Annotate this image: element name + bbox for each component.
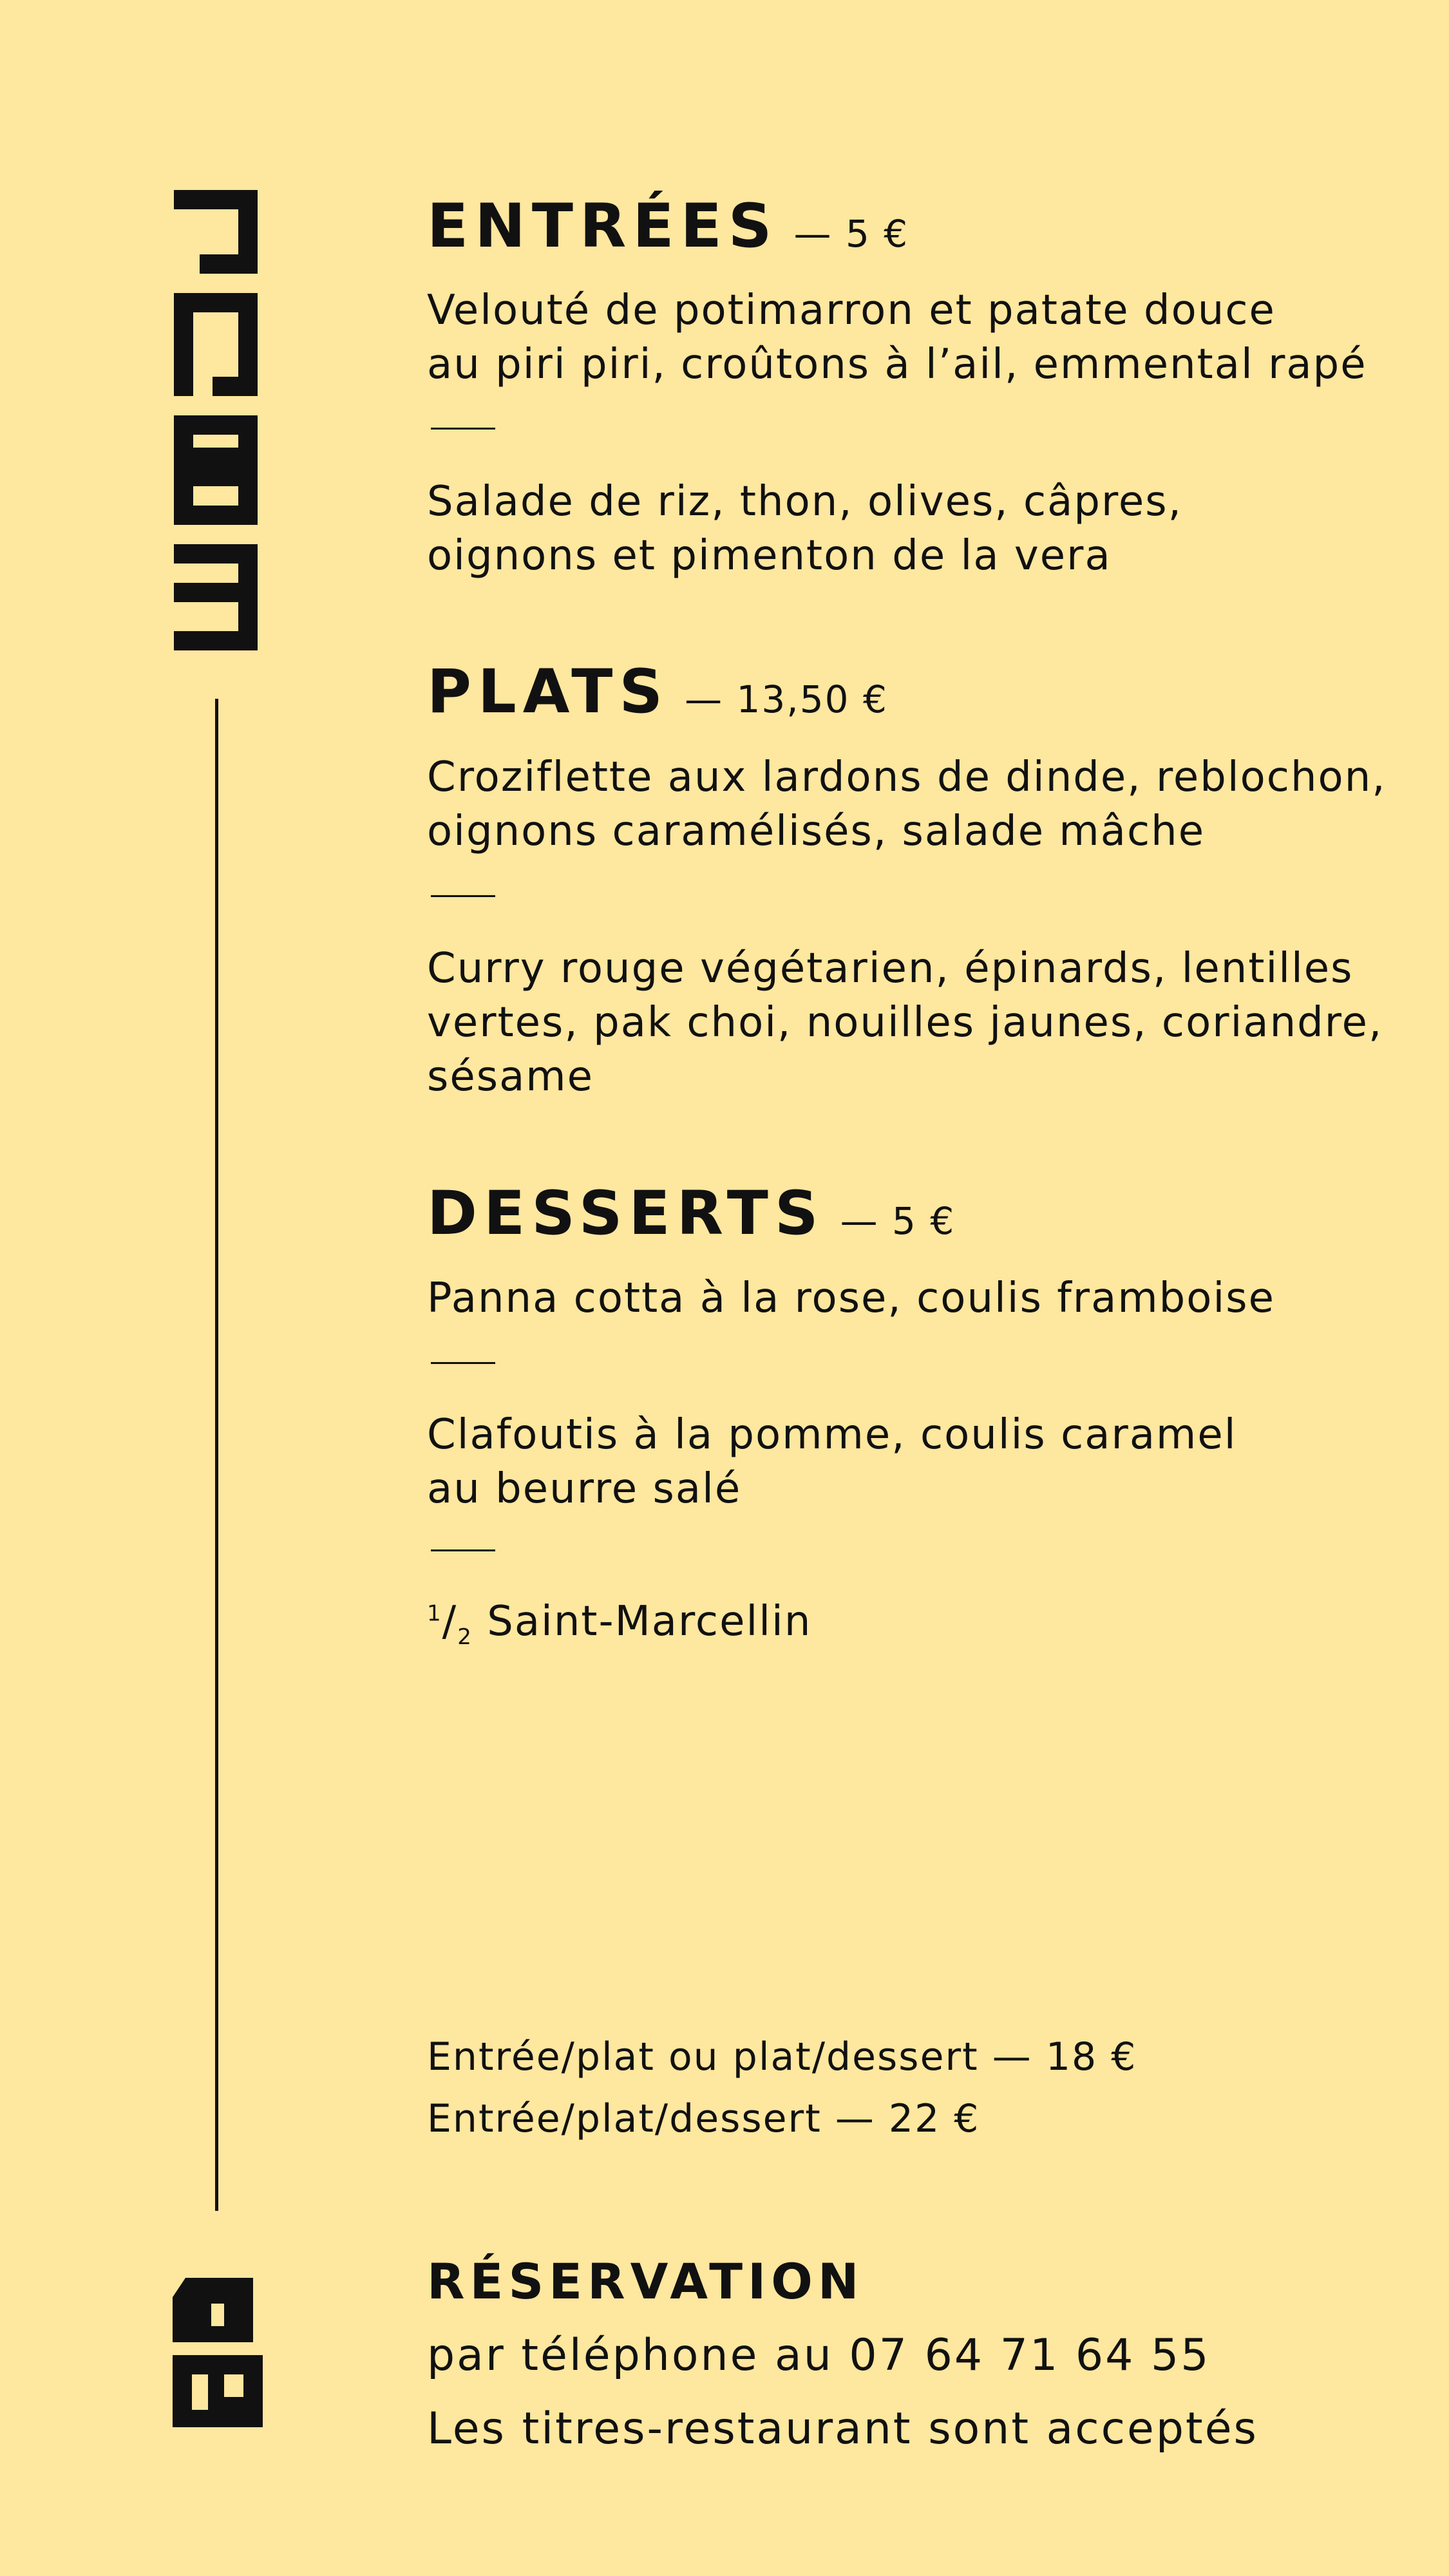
dish-plat-2: Curry rouge végétarien, épinards, lentilles vertes, pak choi, nouilles jaunes, coriandre, sésame xyxy=(427,945,1383,1101)
reservation-title: RÉSERVATION xyxy=(427,2253,864,2310)
dish-dessert-1: Panna cotta à la rose, coulis framboise xyxy=(427,1274,1275,1322)
dish-entree-1: Velouté de potimarron et patate douce au piri piri, croûtons à l’ail, emmental rapé xyxy=(427,287,1367,388)
formula-line-1: Entrée/plat ou plat/dessert — 18 € xyxy=(427,2034,1137,2079)
separator xyxy=(431,1362,495,1364)
section-title-plats: PLATS — 13,50 € xyxy=(427,657,888,727)
section-title-entrees: ENTRÉES — 5 € xyxy=(427,191,909,261)
restaurant-logo-small xyxy=(173,2278,263,2427)
menu-vertical-logo xyxy=(174,190,258,650)
reservation-phone: par téléphone au 07 64 71 64 55 xyxy=(427,2330,1211,2381)
dish-entree-2: Salade de riz, thon, olives, câpres, oignons et pimenton de la vera xyxy=(427,478,1182,580)
vertical-divider xyxy=(215,699,218,2211)
section-title-desserts: DESSERTS — 5 € xyxy=(427,1179,956,1249)
dish-plat-1: Croziflette aux lardons de dinde, reblochon, oignons caramélisés, salade mâche xyxy=(427,753,1387,855)
section-price: — 5 € xyxy=(840,1199,956,1243)
section-price: — 5 € xyxy=(793,212,909,256)
separator xyxy=(431,428,495,430)
meal-voucher-note: Les titres-restaurant sont acceptés xyxy=(427,2403,1258,2454)
dish-dessert-2: Clafoutis à la pomme, coulis caramel au beurre salé xyxy=(427,1411,1237,1513)
formula-line-2: Entrée/plat/dessert — 22 € xyxy=(427,2096,980,2141)
section-price: — 13,50 € xyxy=(685,677,888,721)
separator xyxy=(431,895,495,897)
separator xyxy=(431,1549,495,1551)
dish-dessert-3: $^1/_2$ Saint-Marcellin xyxy=(427,1598,812,1650)
